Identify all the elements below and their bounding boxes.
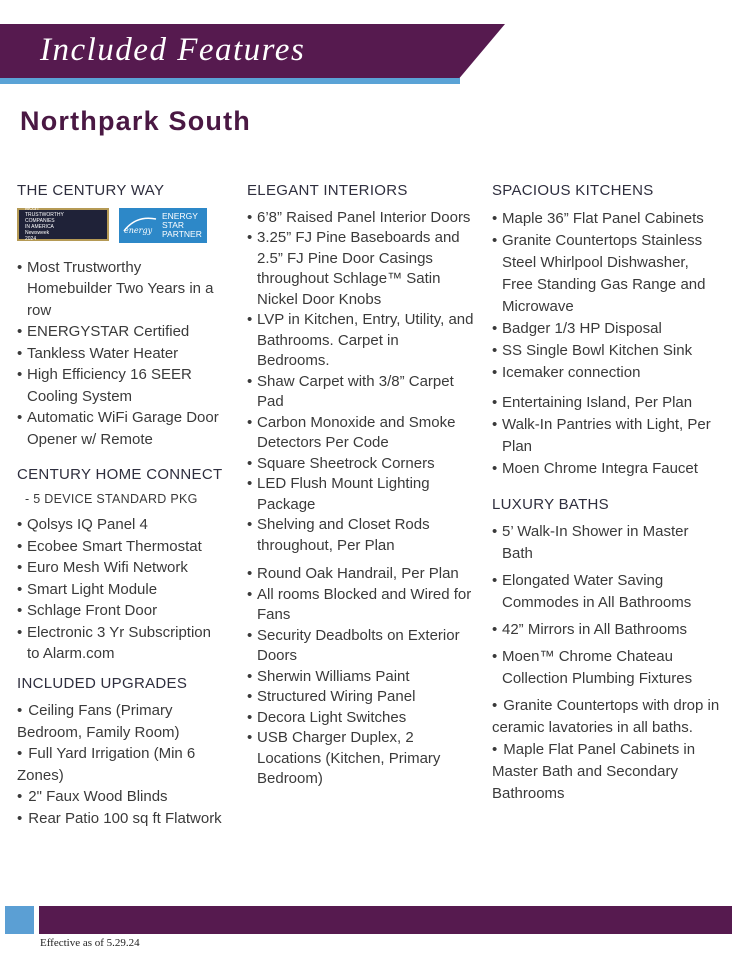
list-item: • Round Oak Handrail, Per Plan	[247, 564, 475, 585]
list-item: • LVP in Kitchen, Entry, Utility, and Bathrooms. Carpet in Bedrooms.	[247, 310, 475, 372]
list-item: • 42” Mirrors in All Bathrooms	[492, 619, 720, 641]
interiors-list-a	[247, 208, 475, 557]
svg-text:energy: energy	[124, 226, 153, 235]
page-title: Included Features	[40, 32, 306, 68]
list-item: • Security Deadbolts on Exterior Doors	[247, 626, 475, 667]
column-interiors	[247, 180, 475, 790]
footer-bar	[39, 906, 732, 934]
list-item: • High Efficiency 16 SEER Cooling System	[17, 364, 227, 407]
list-item: • Ceiling Fans (Primary Bedroom, Family Room)	[17, 700, 227, 743]
list-item: • Qolsys IQ Panel 4	[17, 514, 227, 536]
kitchens-list-a	[492, 208, 720, 384]
kitchens-list-b	[492, 392, 720, 480]
energy-star-logo: energy ENERGY STAR PARTNER	[119, 208, 207, 243]
list-item: • Shaw Carpet with 3/8” Carpet Pad	[247, 372, 475, 413]
baths-list-b	[492, 695, 720, 805]
list-item: • 5’ Walk-In Shower in Master Bath	[492, 521, 720, 565]
section-heading-home-connect: CENTURY HOME CONNECT	[17, 466, 223, 483]
award-logos	[17, 208, 227, 243]
section-heading-kitchens: SPACIOUS KITCHENS	[492, 182, 654, 199]
banner-accent-stripe	[0, 78, 460, 84]
column-kitchens-baths	[492, 180, 720, 805]
upgrades-list	[17, 700, 227, 829]
section-heading-baths: LUXURY BATHS	[492, 495, 609, 513]
list-item: • Automatic WiFi Garage Door Opener w/ Remote	[17, 407, 227, 450]
footer-accent-square	[5, 906, 34, 934]
home-connect-list	[17, 514, 227, 665]
list-item: • Granite Countertops with drop in ceramic lavatories in all baths.	[492, 695, 720, 739]
list-item: • Structured Wiring Panel	[247, 687, 475, 708]
list-item: • Icemaker connection	[492, 362, 720, 384]
section-heading-century-way: THE CENTURY WAY	[17, 182, 165, 199]
list-item: • All rooms Blocked and Wired for Fans	[247, 585, 475, 626]
interiors-list-b	[247, 564, 475, 790]
century-way-list	[17, 257, 227, 451]
section-heading-upgrades: INCLUDED UPGRADES	[17, 674, 188, 692]
list-item: • Elongated Water Saving Commodes in All Bathrooms	[492, 570, 720, 614]
list-item: • Badger 1/3 HP Disposal	[492, 318, 720, 340]
list-item: • Decora Light Switches	[247, 708, 475, 729]
list-item: • 2" Faux Wood Blinds	[17, 786, 227, 808]
energy-star-icon	[122, 213, 158, 237]
list-item: • USB Charger Duplex, 2 Locations (Kitchen, Primary Bedroom)	[247, 728, 475, 790]
list-item: • LED Flush Mount Lighting Package	[247, 474, 475, 515]
list-item: • Electronic 3 Yr Subscription to Alarm.com	[17, 622, 227, 665]
community-name: Northpark South	[20, 106, 251, 136]
list-item: • Rear Patio 100 sq ft Flatwork	[17, 808, 227, 830]
list-item: • SS Single Bowl Kitchen Sink	[492, 340, 720, 362]
list-item: • Ecobee Smart Thermostat	[17, 536, 227, 558]
list-item: • Smart Light Module	[17, 579, 227, 601]
effective-date: Effective as of 5.29.24	[40, 937, 140, 949]
list-item: • Sherwin Williams Paint	[247, 667, 475, 688]
list-item: • ENERGYSTAR Certified	[17, 321, 227, 343]
list-item: • Most Trustworthy Homebuilder Two Years in a row	[17, 257, 227, 322]
baths-list-a	[492, 521, 720, 690]
list-item: • Granite Countertops Stainless Steel Whirlpool Dishwasher, Free Standing Gas Range and Microwave	[492, 230, 720, 318]
section-subheading: - 5 DEVICE STANDARD PKG	[25, 491, 198, 506]
list-item: • 3.25” FJ Pine Baseboards and 2.5” FJ Pine Door Casings throughout Schlage™ Satin Nickel Door Knobs	[247, 228, 475, 310]
trustworthy-award-logo: MOST TRUSTWORTHY COMPANIES IN AMERICA Newsweek 2024	[17, 208, 109, 241]
list-item: • Entertaining Island, Per Plan	[492, 392, 720, 414]
list-item: • Moen Chrome Integra Faucet	[492, 458, 720, 480]
list-item: • Euro Mesh Wifi Network	[17, 557, 227, 579]
section-heading-interiors: ELEGANT INTERIORS	[247, 182, 408, 199]
list-item: • 6’8” Raised Panel Interior Doors	[247, 208, 475, 229]
list-item: • Maple 36” Flat Panel Cabinets	[492, 208, 720, 230]
list-item: • Maple Flat Panel Cabinets in Master Bath and Secondary Bathrooms	[492, 739, 720, 805]
list-item: • Square Sheetrock Corners	[247, 454, 475, 475]
list-item: • Full Yard Irrigation (Min 6 Zones)	[17, 743, 227, 786]
list-item: • Tankless Water Heater	[17, 343, 227, 365]
list-item: • Shelving and Closet Rods throughout, Per Plan	[247, 515, 475, 556]
list-item: • Schlage Front Door	[17, 600, 227, 622]
list-item: • Walk-In Pantries with Light, Per Plan	[492, 414, 720, 458]
list-item: • Moen™ Chrome Chateau Collection Plumbing Fixtures	[492, 646, 720, 690]
list-item: • Carbon Monoxide and Smoke Detectors Per Code	[247, 413, 475, 454]
column-century	[17, 180, 227, 829]
